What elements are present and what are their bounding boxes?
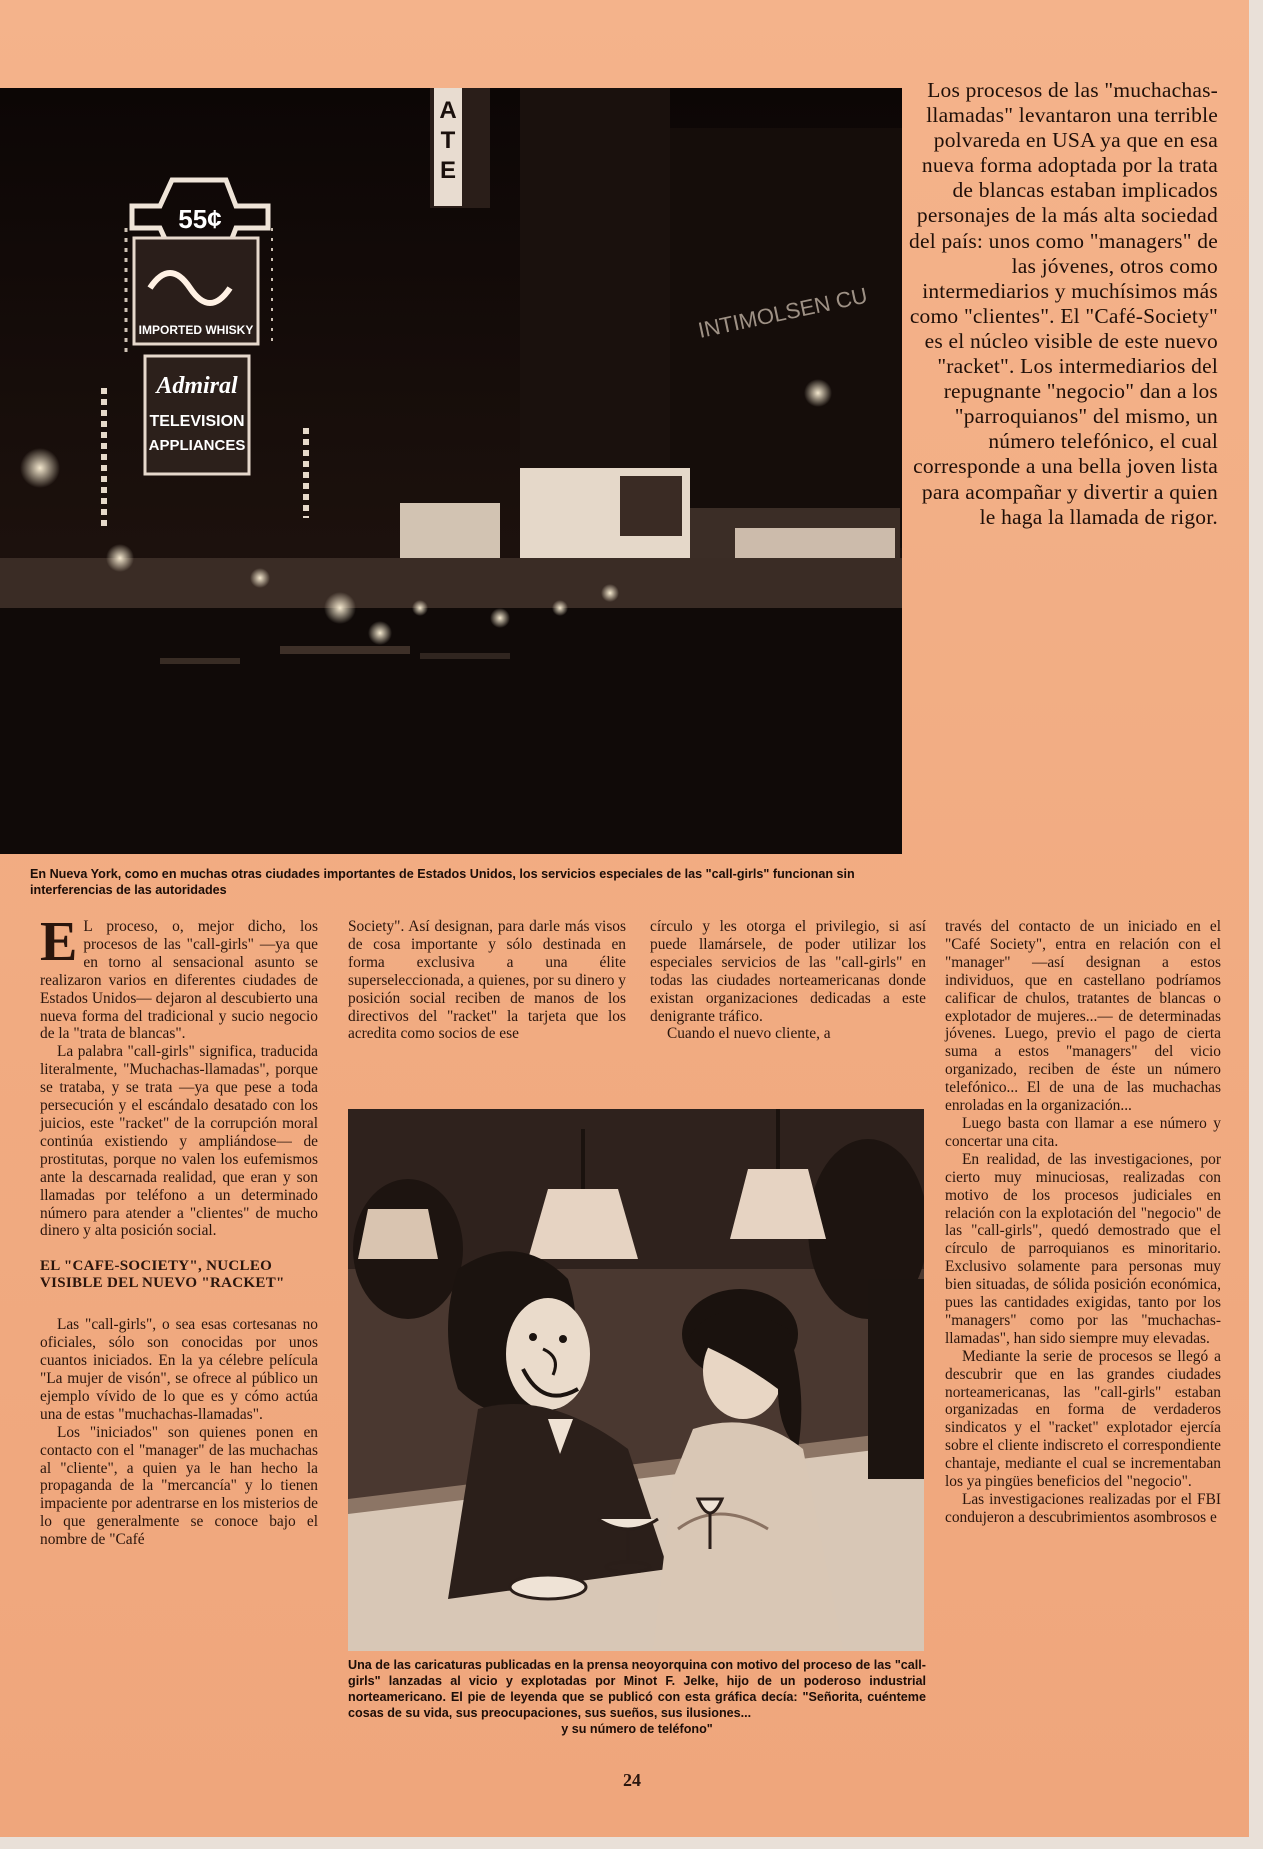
article-column-2 [348, 918, 626, 1043]
photo-caption-top: En Nueva York, como en muchas otras ciudades importantes de Estados Unidos, los servicios especiales de las "call-girls" funcionan sin interferencias de las autoridades [30, 867, 855, 897]
photo-sign-text: 55¢ [178, 204, 222, 234]
svg-text:A: A [439, 97, 457, 124]
article-paragraph-6: círculo y les otorga el privilegio, si así puede llamársele, de poder utilizar los especiales servicios de las "call-girls" en todas las ciudades norteamericanas donde existan organizaciones dedicadas a este denigrante tráfico. [650, 918, 926, 1025]
svg-text:E: E [439, 157, 457, 184]
article-subheading: EL "CAFE-SOCIETY", NUCLEO VISIBLE DEL NUEVO "RACKET" [40, 1258, 285, 1292]
photo-sign-text: TELEVISION [149, 413, 245, 430]
nightclub-cartoon-image [348, 1109, 924, 1651]
article-paragraph-2: La palabra "call-girls" significa, traducida literalmente, "Muchachas-llamadas", porque se trataba, y se trata —ya que pese a toda persecución y el escándalo desatado con los juicios, este "racket" de la corrupción moral continúa existiendo y ampliándose— de prostitutas, porque no valen los eufemismos ante la descarnada realidad, que eran y son llamadas por teléfono a un determinado número para atender a "clientes" de mucho dinero y alta posición social. [40, 1043, 318, 1240]
article-paragraph-5: Society". Así designan, para darle más visos de cosa importante y sólo destinada en forma exclusiva a una élite superseleccionada, a quienes, por su dinero y posición social reciben de manos de los directivos del "racket" la tarjeta que los acredita como socios de ese [348, 918, 626, 1043]
article-paragraph-12: Las investigaciones realizadas por el FBI condujeron a descubrimientos asombrosos e [945, 1491, 1221, 1526]
article-column-3 [650, 918, 926, 1043]
article-paragraph-8: través del contacto de un iniciado en el "Café Society", entra en relación con el "manager" —así designan a estos individuos, que en castellano podríamos calificar de chulos, tratantes de blancas o explotador de mujeres...— de determinadas jóvenes. Luego, previo el pago de cierta suma a estos "managers" del vicio organizado, reciben de éste un número telefónico... El de una de las muchachas enroladas en la organización... [945, 918, 1221, 1115]
page-edge-right [1249, 0, 1263, 1849]
cartoon-illustration [348, 1109, 924, 1651]
svg-text:INTIMOLSEN CU: INTIMOLSEN CU [695, 282, 870, 343]
intro-paragraph: Los procesos de las "muchachas-llamadas" levantaron una terrible polvareda en USA ya que en esa nueva forma adoptada por la trata de blancas estaban implicados personajes de la más alta sociedad del país: unos como "managers" de las jóvenes, otros como intermediarios y muchísimos más como "clientes". El "Café-Society" es el núcleo visible de este nuevo "racket". Los intermediarios del repugnante "negocio" dan a los "parroquianos" del mismo, un número telefónico, el cual corresponde a una bella joven lista para acompañar y divertir a quien le haga la llamada de rigor. [909, 78, 1218, 529]
article-column-4 [945, 918, 1221, 1527]
drop-cap: E [40, 911, 78, 973]
photo-sign-text: APPLIANCES [148, 437, 246, 454]
article-paragraph-9: Luego basta con llamar a ese número y concertar una cita. [945, 1114, 1221, 1150]
night-street-photo [0, 88, 902, 854]
article-paragraph-11: Mediante la serie de procesos se llegó a descubrir que en las grandes ciudades norteamericanas, las "call-girls" estaban organizadas en forma de verdaderos sindicatos y el "racket" explotador ejercía sobre el cliente indiscreto el correspondiente chantaje, mediante el cual se incrementaban los ya pingües beneficios del "negocio". [945, 1347, 1221, 1491]
cartoon-caption [348, 1658, 926, 1738]
article-paragraph-10: En realidad, de las investigaciones, por cierto muy minuciosas, realizadas con motivo de los procesos judiciales en relación con la explotación del "negocio" de las "call-girls", quedó demostrado que el círculo de parroquianos es minoritario. Exclusivo solamente para personas muy bien situadas, de sólida posición económica, pues las cantidades exigidas, tanto por los "managers" como por las "muchachas-llamadas", han sido siempre muy elevadas. [945, 1150, 1221, 1347]
photo-sign-text: IMPORTED WHISKY [138, 323, 254, 337]
article-paragraph-1: L proceso, o, mejor dicho, los procesos de las "call-girls" —ya que en torno al sensacional asunto se realizaron varios en diferentes ciudades de Estados Unidos— dejaron al descubierto una nueva forma del tradicional y sucio negocio de la "trata de blancas". [40, 918, 318, 1043]
cartoon-caption-text: Una de las caricaturas publicadas en la prensa neoyorquina con motivo del proceso de las "call-girls" lanzadas al vicio y explotadas por Minot F. Jelke, hijo de un poderoso industrial norteamericano. El pie de leyenda que se publicó con esta gráfica decía: "Señorita, cuénteme cosas de su vida, sus preocupaciones, sus sueños, sus ilusiones... [348, 1658, 926, 1720]
cartoon-caption-last-line: y su número de teléfono" [561, 1721, 713, 1736]
photo-sign-text: Admiral [156, 373, 238, 399]
times-square-night-image [0, 88, 902, 854]
article-paragraph-4: Los "iniciados" son quienes ponen en contacto con el "manager" de las muchachas al "cliente", a quien ya le han hecho la propaganda de la "mercancía" y lo tienen impaciente por adentrarse en los misterios de lo que generalmente se conoce bajo el nombre de "Café [40, 1423, 318, 1549]
page-number: 24 [623, 1770, 641, 1790]
article-paragraph-3: Las "call-girls", o sea esas cortesanas no oficiales, sólo son conocidas por unos cuantos iniciados. En la ya célebre película "La mujer de visón", se ofrece al público un ejemplo vívido de lo que es y cómo actúa una de estas "muchachas-llamadas". [40, 1316, 318, 1423]
article-column-1 [40, 911, 318, 1549]
page-edge-bottom [0, 1837, 1263, 1849]
svg-text:T: T [440, 127, 456, 154]
article-paragraph-7: Cuando el nuevo cliente, a [666, 1025, 831, 1043]
